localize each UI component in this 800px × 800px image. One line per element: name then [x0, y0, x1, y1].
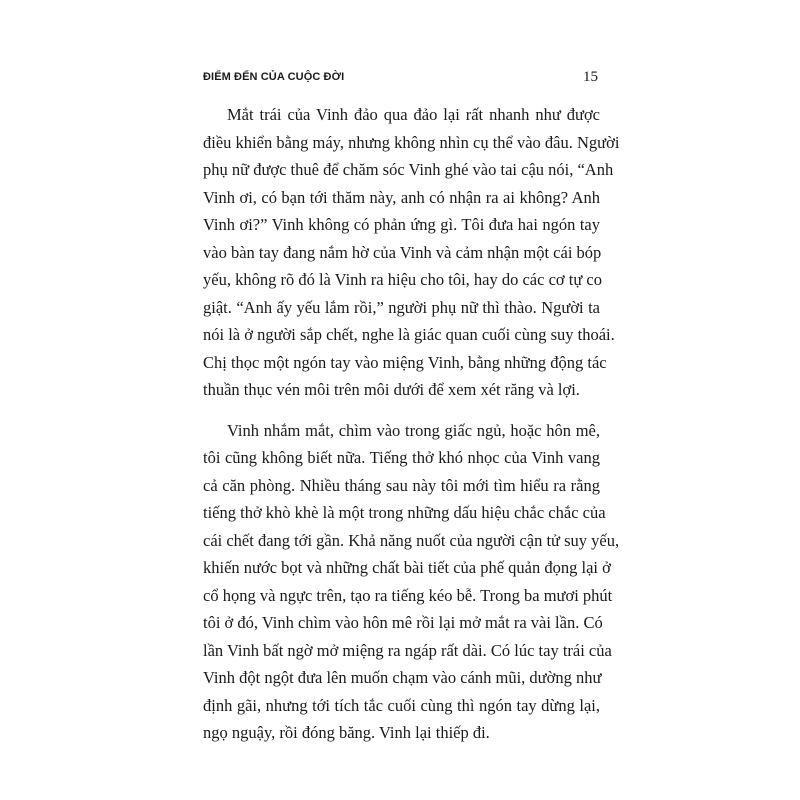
- running-header-title: ĐIỂM ĐẾN CỦA CUỘC ĐỜI: [203, 71, 345, 83]
- text-line: giật. “Anh ấy yếu lắm rồi,” người phụ nữ thì thào. Người ta: [203, 297, 600, 317]
- text-line: tiếng thở khò khè là một trong những dấu hiệu chắc chắc của: [203, 503, 606, 522]
- text-line: yếu, không rõ đó là Vinh ra hiệu cho tôi, hay do các cơ tự co: [203, 270, 602, 289]
- body-text: [203, 101, 620, 747]
- text-line: khiến nước bọt và những chất bài tiết của phế quản đọng lại ở: [203, 558, 611, 577]
- text-line: định gãi, nhưng tới tích tắc cuối cùng thì ngón tay dừng lại,: [203, 695, 600, 715]
- text-line: cổ họng và ngực trên, tạo ra tiếng kéo bễ. Trong ba mươi phút: [203, 585, 613, 605]
- page-number: 15: [583, 69, 598, 85]
- text-line: lần Vinh bất ngờ mở miệng ra ngáp rất dài. Có lúc tay trái của: [203, 640, 612, 660]
- text-line: Vinh nhắm mắt, chìm vào trong giấc ngủ, hoặc hôn mê,: [227, 420, 600, 440]
- text-line: Vinh đột ngột đưa lên muốn chạm vào cánh mũi, dường như: [203, 668, 602, 687]
- text-line: Vinh ơi, có bạn tới thăm này, anh có nhận ra ai không? Anh: [203, 187, 600, 207]
- text-line: tôi ở đó, Vinh chìm vào hôn mê rồi lại mở mắt ra vài lần. Có: [203, 613, 603, 632]
- text-line: nói là ở người sắp chết, nghe là giác quan cuối cùng suy thoái.: [203, 325, 615, 344]
- text-line: thuần thục vén môi trên môi dưới để xem xét răng và lợi.: [203, 380, 580, 399]
- text-line: cái chết đang tới gần. Khả năng nuốt của người cận tử suy yếu,: [203, 530, 620, 550]
- text-line: tôi cũng không biết nữa. Tiếng thở khó nhọc của Vinh vang: [203, 448, 600, 467]
- paragraph-1: [203, 101, 620, 404]
- text-line: vào bàn tay đang nắm hờ của Vinh và cảm nhận một cái bóp: [203, 242, 602, 262]
- paragraph-2: [203, 417, 620, 747]
- text-line: phụ nữ được thuê để chăm sóc Vinh ghé vào tai cậu nói, “Anh: [203, 160, 614, 179]
- text-line: ngọ nguậy, rồi đóng băng. Vinh lại thiếp đi.: [203, 723, 490, 742]
- text-line: điều khiển bằng máy, nhưng không nhìn cụ thể vào đâu. Người: [203, 132, 620, 152]
- text-line: Chị thọc một ngón tay vào miệng Vinh, bằng những động tác: [203, 352, 607, 372]
- text-line: Mắt trái của Vinh đảo qua đảo lại rất nhanh như được: [227, 105, 600, 124]
- text-line: cả căn phòng. Nhiều tháng sau này tôi mới tìm hiểu ra rằng: [203, 475, 600, 495]
- text-line: Vinh ơi?” Vinh không có phản ứng gì. Tôi đưa hai ngón tay: [203, 215, 600, 234]
